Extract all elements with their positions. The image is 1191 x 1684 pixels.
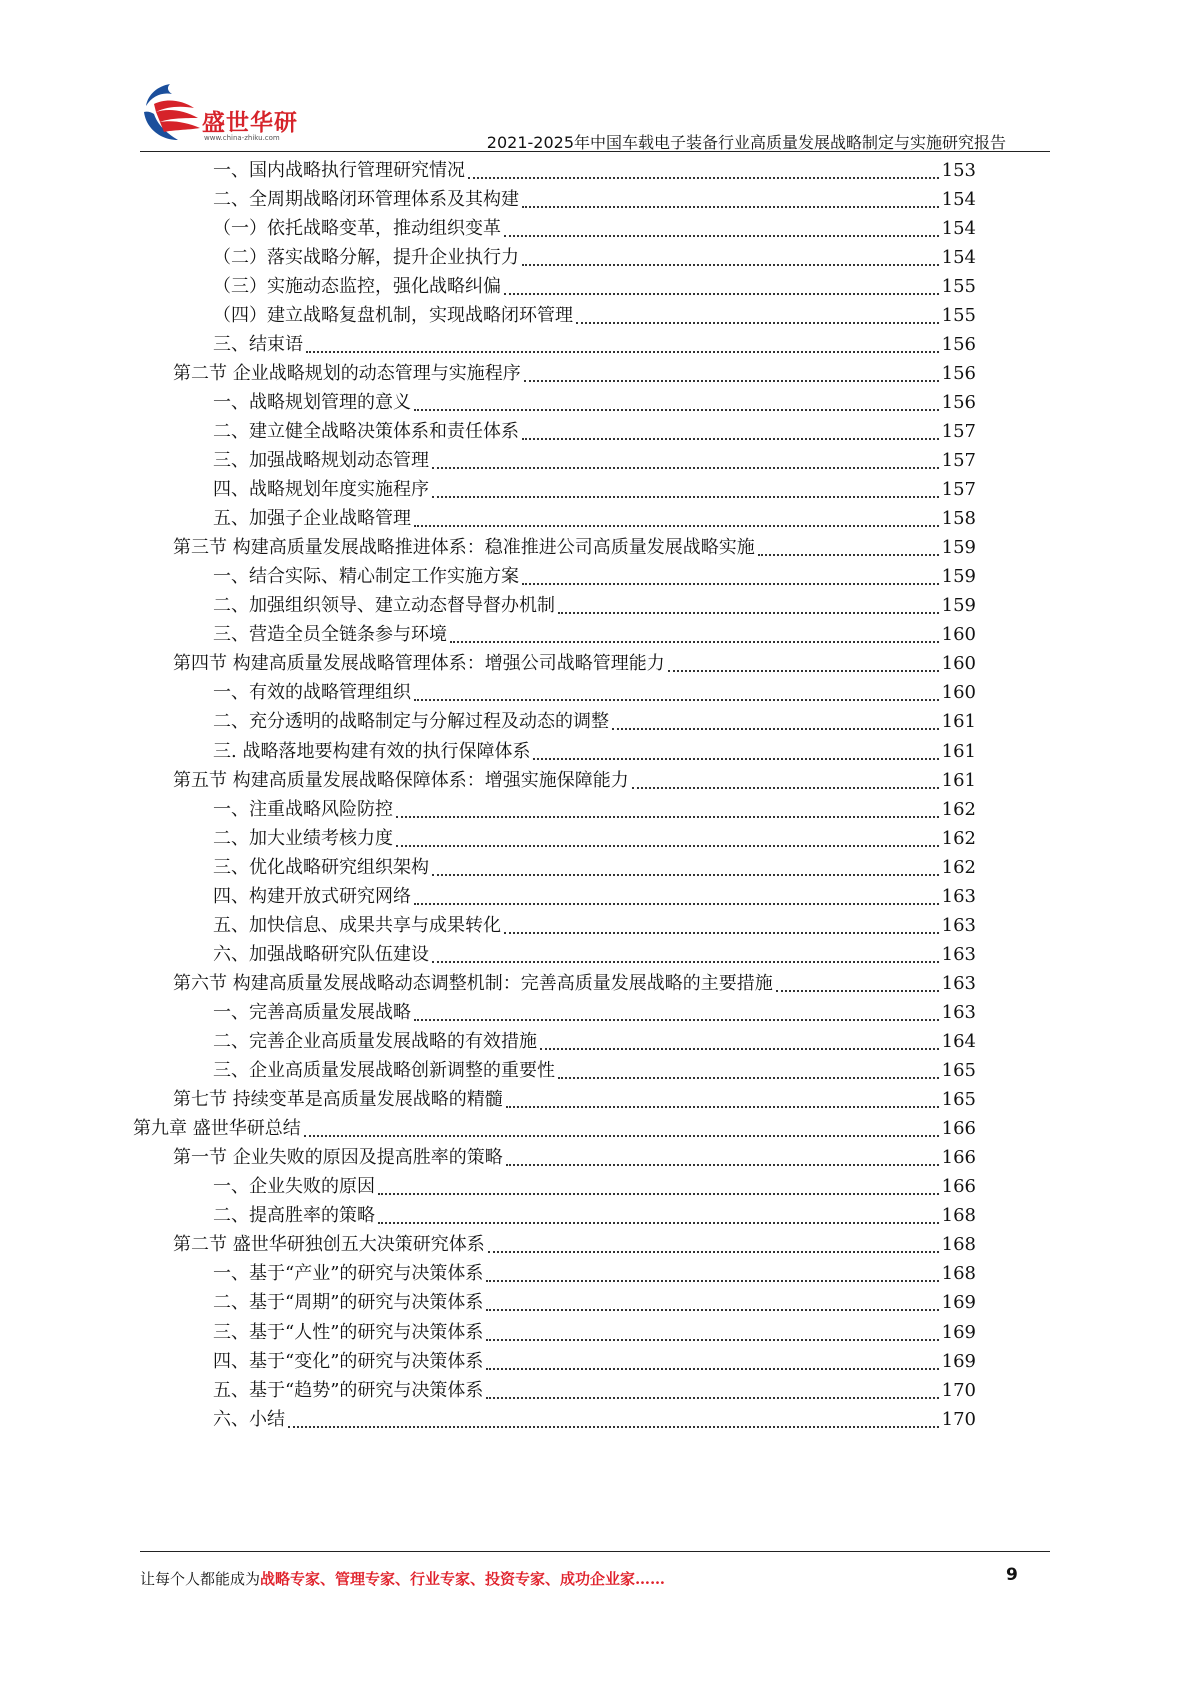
toc-dot-leader [758,544,939,556]
toc-entry[interactable] [213,562,976,593]
toc-entry-page: 166 [941,1147,976,1169]
toc-entry-page: 157 [941,479,976,501]
toc-entry[interactable] [173,765,976,796]
toc-entry[interactable] [213,1172,976,1203]
toc-entry-page: 170 [941,1408,976,1430]
toc-dot-leader [432,457,939,469]
toc-entry-page: 163 [941,1001,976,1023]
toc-entry-title: 三、优化战略研究组织架构 [213,856,429,878]
toc-dot-leader [414,893,939,905]
toc-entry[interactable] [213,620,976,651]
toc-entry-title: 二、充分透明的战略制定与分解过程及动态的调整 [213,711,609,733]
toc-entry-title: 一、战略规划管理的意义 [213,391,411,413]
toc-dot-leader [432,486,939,498]
toc-entry-title: 三、加强战略规划动态管理 [213,450,429,471]
toc-entry-page: 156 [941,362,976,384]
toc-entry-page: 169 [941,1321,976,1343]
toc-entry[interactable] [213,155,976,186]
toc-entry[interactable] [213,997,976,1028]
toc-entry-title: 第二节 盛世华研独创五大决策研究体系 [173,1234,485,1256]
toc-dot-leader [506,1154,939,1166]
toc-dot-leader [522,428,939,440]
toc-dot-leader [450,631,939,643]
toc-entry-title: 一、注重战略风险防控 [213,798,393,820]
toc-dot-leader [288,1416,939,1428]
toc-entry-title: 第二节 企业战略规划的动态管理与实施程序 [173,362,521,384]
toc-entry-title: 四、战略规划年度实施程序 [213,479,429,501]
toc-entry-title: 第四节 构建高质量发展战略管理体系：增强公司战略管理能力 [173,653,665,675]
toc-entry[interactable] [213,1027,976,1058]
toc-dot-leader [632,777,939,789]
toc-entry[interactable] [213,678,976,709]
toc-entry-title: 一、基于“产业”的研究与决策体系 [213,1263,484,1285]
toc-dot-leader [486,1270,938,1282]
toc-entry-title: （二）落实战略分解，提升企业执行力 [213,246,519,268]
toc-dot-leader [414,1009,939,1021]
toc-dot-leader [522,573,939,585]
toc-entry-title: 五、加快信息、成果共享与成果转化 [213,914,501,936]
toc-entry-page: 159 [941,566,976,588]
toc-dot-leader [522,196,939,208]
toc-entry[interactable] [213,591,976,622]
toc-dot-leader [558,1067,939,1079]
toc-entry-title: 二、加强组织领导、建立动态督导督办机制 [213,595,555,617]
toc-entry[interactable] [213,1056,976,1087]
toc-entry-title: 第一节 企业失败的原因及提高胜率的策略 [173,1147,503,1169]
toc-entry-title: 二、全周期战略闭环管理体系及其构建 [213,188,519,210]
toc-dot-leader [612,718,939,730]
toc-entry[interactable] [213,446,976,477]
toc-entry[interactable] [213,1201,976,1232]
toc-entry-title: 一、企业失败的原因 [213,1176,375,1198]
toc-entry[interactable] [213,329,976,360]
toc-entry[interactable] [173,1230,976,1261]
toc-entry[interactable] [213,300,976,331]
toc-entry-page: 163 [941,914,976,936]
page-header [0,0,1191,150]
toc-entry[interactable] [173,533,976,564]
toc-entry[interactable] [133,1114,976,1145]
toc-entry-title: 二、基于“周期”的研究与决策体系 [213,1292,484,1314]
toc-entry-page: 163 [941,943,976,965]
toc-entry-title: 一、结合实际、精心制定工作实施方案 [213,566,519,588]
toc-entry[interactable] [213,387,976,418]
toc-dot-leader [506,1096,939,1108]
toc-entry[interactable] [173,968,976,999]
toc-entry-page: 157 [941,450,976,471]
toc-entry-page: 168 [941,1205,976,1227]
toc-entry-title: 第三节 构建高质量发展战略推进体系：稳准推进公司高质量发展战略实施 [173,537,755,559]
brand-url: www.china-zhiku.com [204,134,280,142]
toc-dot-leader [396,835,939,847]
toc-entry-page: 163 [941,885,976,907]
toc-entry-title: 五、基于“趋势”的研究与决策体系 [213,1379,484,1401]
toc-entry-title: 第六节 构建高质量发展战略动态调整机制：完善高质量发展战略的主要措施 [173,972,773,994]
toc-entry-page: 160 [941,653,976,675]
toc-entry[interactable] [213,823,976,854]
footer-divider [140,1551,1050,1552]
toc-dot-leader [488,1241,939,1253]
toc-entry-page: 154 [941,217,976,239]
toc-dot-leader [432,864,939,876]
toc-entry-title: 一、有效的战略管理组织 [213,682,411,704]
toc-entry-title: 五、加强子企业战略管理 [213,508,411,530]
toc-dot-leader [414,515,939,527]
toc-dot-leader [378,1212,939,1224]
toc-entry[interactable] [213,707,976,738]
toc-entry-page: 169 [941,1292,976,1314]
toc-entry-title: 一、国内战略执行管理研究情况 [213,159,465,181]
toc-entry-page: 159 [941,595,976,617]
toc-entry-page: 166 [941,1176,976,1198]
toc-entry[interactable] [213,1404,976,1435]
toc-entry[interactable] [213,852,976,883]
toc-entry[interactable] [213,416,976,447]
toc-entry[interactable] [213,1375,976,1406]
toc-entry-page: 162 [941,856,976,878]
toc-dot-leader [396,806,939,818]
toc-entry-page: 168 [941,1263,976,1285]
toc-entry-title: 一、完善高质量发展战略 [213,1001,411,1023]
toc-entry-page: 156 [941,391,976,413]
toc-entry-page: 166 [941,1118,976,1140]
toc-dot-leader [304,1125,939,1137]
report-title: 2021-2025年中国车载电子装备行业高质量发展战略制定与实施研究报告 [486,133,1006,152]
toc-entry-page: 155 [941,304,976,326]
toc-entry-page: 162 [941,827,976,849]
footer-slogan [140,1568,665,1589]
toc-dot-leader [486,1299,938,1311]
toc-entry[interactable] [213,1288,976,1319]
toc-entry-page: 168 [941,1234,976,1256]
toc-entry-page: 165 [941,1060,976,1082]
toc-entry-title: 三、企业高质量发展战略创新调整的重要性 [213,1060,555,1082]
toc-entry-title: 二、加大业绩考核力度 [213,827,393,849]
page-number: 9 [1006,1565,1018,1585]
toc-entry[interactable] [213,213,976,244]
toc-dot-leader [576,312,939,324]
slogan-accent: 战略专家、管理专家、行业专家、投资专家、成功企业家…… [260,1570,666,1588]
toc-entry[interactable] [173,1085,976,1116]
toc-entry[interactable] [213,504,976,535]
toc-entry-page: 153 [941,159,976,181]
toc-dot-leader [668,660,939,672]
toc-entry-title: 第七节 持续变革是高质量发展战略的精髓 [173,1089,503,1111]
toc-entry-page: 160 [941,682,976,704]
toc-entry-page: 163 [941,972,976,994]
toc-entry-title: 第五节 构建高质量发展战略保障体系：增强实施保障能力 [173,769,629,791]
toc-entry[interactable] [213,1259,976,1290]
toc-entry-page: 154 [941,188,976,210]
toc-entry[interactable] [213,736,976,767]
toc-dot-leader [306,341,939,353]
toc-entry[interactable] [213,881,976,912]
toc-entry-title: 二、建立健全战略决策体系和责任体系 [213,420,519,442]
toc-dot-leader [378,1183,939,1195]
toc-entry-title: 三、营造全员全链条参与环境 [213,624,447,646]
toc-entry-title: 四、构建开放式研究网络 [213,885,411,907]
toc-entry-page: 158 [941,508,976,530]
toc-entry-page: 161 [941,740,976,762]
brand-name: 盛世华研 [202,110,298,136]
toc-entry[interactable] [213,242,976,273]
toc-entry-page: 169 [941,1350,976,1372]
toc-dot-leader [504,922,939,934]
toc-entry[interactable] [213,1317,976,1348]
toc-entry[interactable] [173,358,976,389]
toc-dot-leader [486,1329,938,1341]
toc-entry-title: （四）建立战略复盘机制，实现战略闭环管理 [213,304,573,326]
toc-entry-page: 157 [941,420,976,442]
toc-entry[interactable] [213,475,976,506]
toc-entry-title: 四、基于“变化”的研究与决策体系 [213,1350,484,1372]
toc-entry-page: 160 [941,624,976,646]
toc-dot-leader [504,283,939,295]
header-divider [140,151,1050,152]
toc-entry-page: 161 [941,769,976,791]
toc-entry[interactable] [173,1143,976,1174]
toc-entry-title: 六、小结 [213,1408,285,1430]
toc-entry-title: （一）依托战略变革，推动组织变革 [213,217,501,239]
toc-dot-leader [432,951,939,963]
toc-entry[interactable] [213,910,976,941]
toc-entry-page: 155 [941,275,976,297]
toc-dot-leader [522,254,939,266]
toc-dot-leader [558,602,939,614]
toc-entry-title: 第九章 盛世华研总结 [133,1118,301,1140]
toc-entry-title: 六、加强战略研究队伍建设 [213,943,429,965]
brand-logo-icon [140,82,204,144]
toc-entry-page: 164 [941,1031,976,1052]
toc-entry-title: 三. 战略落地要构建有效的执行保障体系 [213,740,531,762]
toc-entry-page: 162 [941,798,976,820]
toc-dot-leader [524,370,939,382]
toc-dot-leader [533,748,938,760]
toc-dot-leader [486,1387,938,1399]
toc-entry-page: 156 [941,333,976,355]
toc-dot-leader [414,399,939,411]
toc-entry-title: 三、基于“人性”的研究与决策体系 [213,1321,484,1343]
brand-logo [140,82,320,144]
toc-entry[interactable] [213,184,976,215]
toc-entry[interactable] [213,271,976,302]
toc-entry[interactable] [213,939,976,970]
toc-entry-page: 154 [941,246,976,268]
toc-entry-title: 二、提高胜率的策略 [213,1205,375,1227]
slogan-lead: 让每个人都能成为 [140,1570,261,1588]
toc-entry-title: 二、完善企业高质量发展战略的有效措施 [213,1031,537,1052]
toc-entry[interactable] [173,649,976,680]
toc-entry-title: 三、结束语 [213,333,303,355]
toc-dot-leader [776,980,939,992]
toc-entry-page: 170 [941,1379,976,1401]
toc-entry-page: 159 [941,537,976,559]
toc-entry-page: 161 [941,711,976,733]
toc-dot-leader [468,167,939,179]
toc-dot-leader [486,1358,938,1370]
toc-dot-leader [540,1038,939,1050]
toc-dot-leader [414,689,939,701]
toc-entry[interactable] [213,794,976,825]
toc-entry-page: 165 [941,1089,976,1111]
toc-entry-title: （三）实施动态监控，强化战略纠偏 [213,275,501,297]
toc-dot-leader [504,225,939,237]
toc-entry[interactable] [213,1346,976,1377]
